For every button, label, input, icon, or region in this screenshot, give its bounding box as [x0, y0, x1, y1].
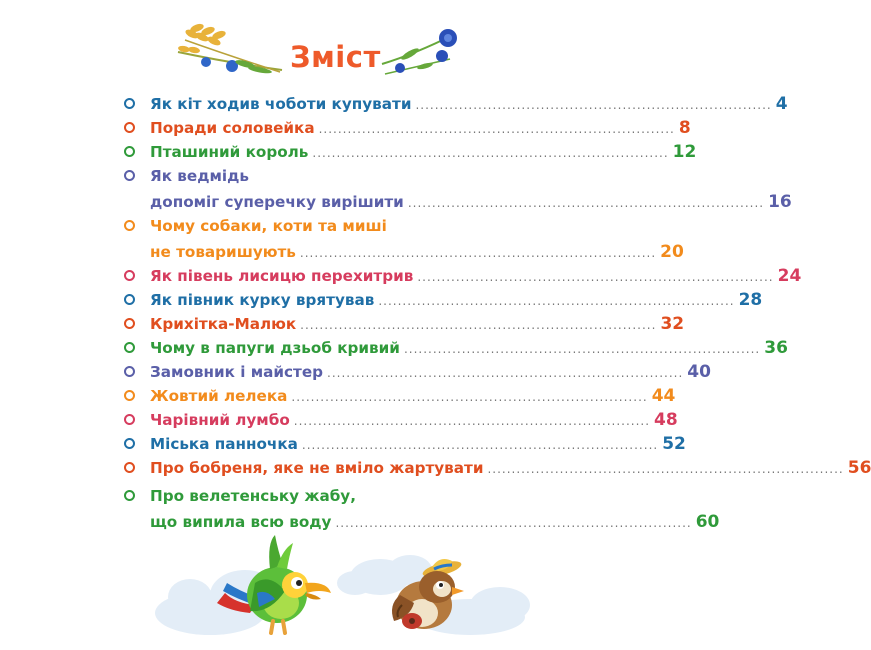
parrot-icon — [215, 533, 335, 643]
bullet-icon — [124, 490, 135, 501]
bullet-icon — [124, 122, 135, 133]
toc-entry-page: 28 — [738, 290, 763, 310]
toc-entry-page: 32 — [660, 314, 685, 334]
toc-entry-title: Про бобреня, яке не вміло жартувати — [150, 459, 484, 477]
sparrow-icon — [382, 555, 472, 640]
toc-entry-page: 8 — [678, 118, 691, 138]
bottom-illustration — [150, 525, 550, 645]
toc-entry-title: Як півник курку врятував — [150, 291, 375, 309]
toc-entry-page: 36 — [764, 338, 788, 358]
toc-entry-title: Пташиний король — [150, 143, 309, 161]
toc-entry-title: Як півень лисицю перехитрив — [150, 267, 414, 285]
dot-leader: .......................................................................... — [300, 318, 657, 332]
bullet-icon — [124, 390, 135, 401]
dot-leader: .......................................................................... — [403, 342, 761, 356]
toc-entry[interactable] — [124, 456, 871, 480]
toc-entry-title: Замовник і майстер — [150, 363, 324, 381]
toc-entry[interactable] — [124, 164, 792, 214]
toc-entry-title: Чарівний лумбо — [150, 411, 290, 429]
toc-entry-title: Міська панночка — [150, 435, 298, 453]
dot-leader: .......................................................................... — [335, 516, 692, 530]
toc-entry-title-cont: допоміг суперечку вирішити — [150, 193, 404, 211]
dot-leader: .......................................................................... — [327, 366, 684, 380]
cloud-icon — [150, 525, 550, 645]
toc-entry-page: 56 — [847, 458, 871, 478]
dot-leader: .......................................................................... — [415, 98, 772, 112]
toc-entry-title: Як кіт ходив чоботи купувати — [150, 95, 412, 113]
toc-entry-page: 16 — [768, 192, 792, 212]
toc-entry-title: Крихітка-Малюк — [150, 315, 297, 333]
toc-entry[interactable] — [124, 288, 763, 312]
toc-entry[interactable] — [124, 214, 684, 264]
bullet-icon — [124, 270, 135, 281]
toc-entry-title: Поради соловейка — [150, 119, 315, 137]
toc-entry-title: Як ведмідь — [150, 167, 249, 185]
bullet-icon — [124, 342, 135, 353]
toc-entry[interactable] — [124, 92, 788, 116]
dot-leader: .......................................................................... — [301, 438, 659, 452]
bullet-icon — [124, 170, 135, 181]
toc-entry-title: Жовтий лелека — [150, 387, 288, 405]
bullet-icon — [124, 366, 135, 377]
toc-entry[interactable] — [124, 264, 802, 288]
toc-entry-title: Чому в папуги дзьоб кривий — [150, 339, 400, 357]
toc-header — [0, 22, 650, 92]
bullet-icon — [124, 462, 135, 473]
dot-leader: .......................................................................... — [407, 196, 765, 210]
toc-entry-page: 48 — [654, 410, 678, 430]
toc-entry-page: 20 — [660, 242, 684, 262]
toc-entry[interactable] — [124, 432, 686, 456]
dot-leader: .......................................................................... — [291, 390, 648, 404]
bullet-icon — [124, 294, 135, 305]
toc-entry[interactable] — [124, 336, 788, 360]
bullet-icon — [124, 146, 135, 157]
bullet-icon — [124, 98, 135, 109]
toc-entry-title-cont: що випила всю воду — [150, 513, 332, 531]
wheat-icon — [170, 22, 285, 82]
bullet-icon — [124, 220, 135, 231]
dot-leader: .......................................................................... — [417, 270, 774, 284]
cornflower-icon — [380, 24, 465, 84]
dot-leader: .......................................................................... — [293, 414, 651, 428]
toc-entry[interactable] — [124, 312, 685, 336]
dot-leader: .......................................................................... — [378, 294, 735, 308]
toc-entry-page: 44 — [651, 386, 676, 406]
toc-entry[interactable] — [124, 116, 691, 140]
bullet-icon — [124, 438, 135, 449]
toc-entry-page: 4 — [775, 94, 788, 114]
toc-entry-page: 60 — [695, 512, 720, 532]
dot-leader: .......................................................................... — [318, 122, 675, 136]
bullet-icon — [124, 318, 135, 329]
toc-entry-page: 52 — [662, 434, 686, 454]
toc-entry[interactable] — [124, 384, 676, 408]
toc-entry[interactable] — [124, 360, 711, 384]
toc-entry-title-cont: не товаришують — [150, 243, 296, 261]
dot-leader: .......................................................................... — [312, 146, 669, 160]
bullet-icon — [124, 414, 135, 425]
dot-leader: .......................................................................... — [299, 246, 657, 260]
toc-entry-page: 24 — [777, 266, 802, 286]
page-title: Зміст — [290, 40, 381, 74]
toc-entry-page: 40 — [687, 362, 711, 382]
toc-entry[interactable] — [124, 408, 678, 432]
toc-entry-page: 12 — [672, 142, 697, 162]
dot-leader: .......................................................................... — [487, 462, 844, 476]
toc-entry[interactable] — [124, 140, 697, 164]
toc-entry-title: Чому собаки, коти та миші — [150, 217, 387, 235]
toc-entry-title: Про велетенську жабу, — [150, 487, 356, 505]
